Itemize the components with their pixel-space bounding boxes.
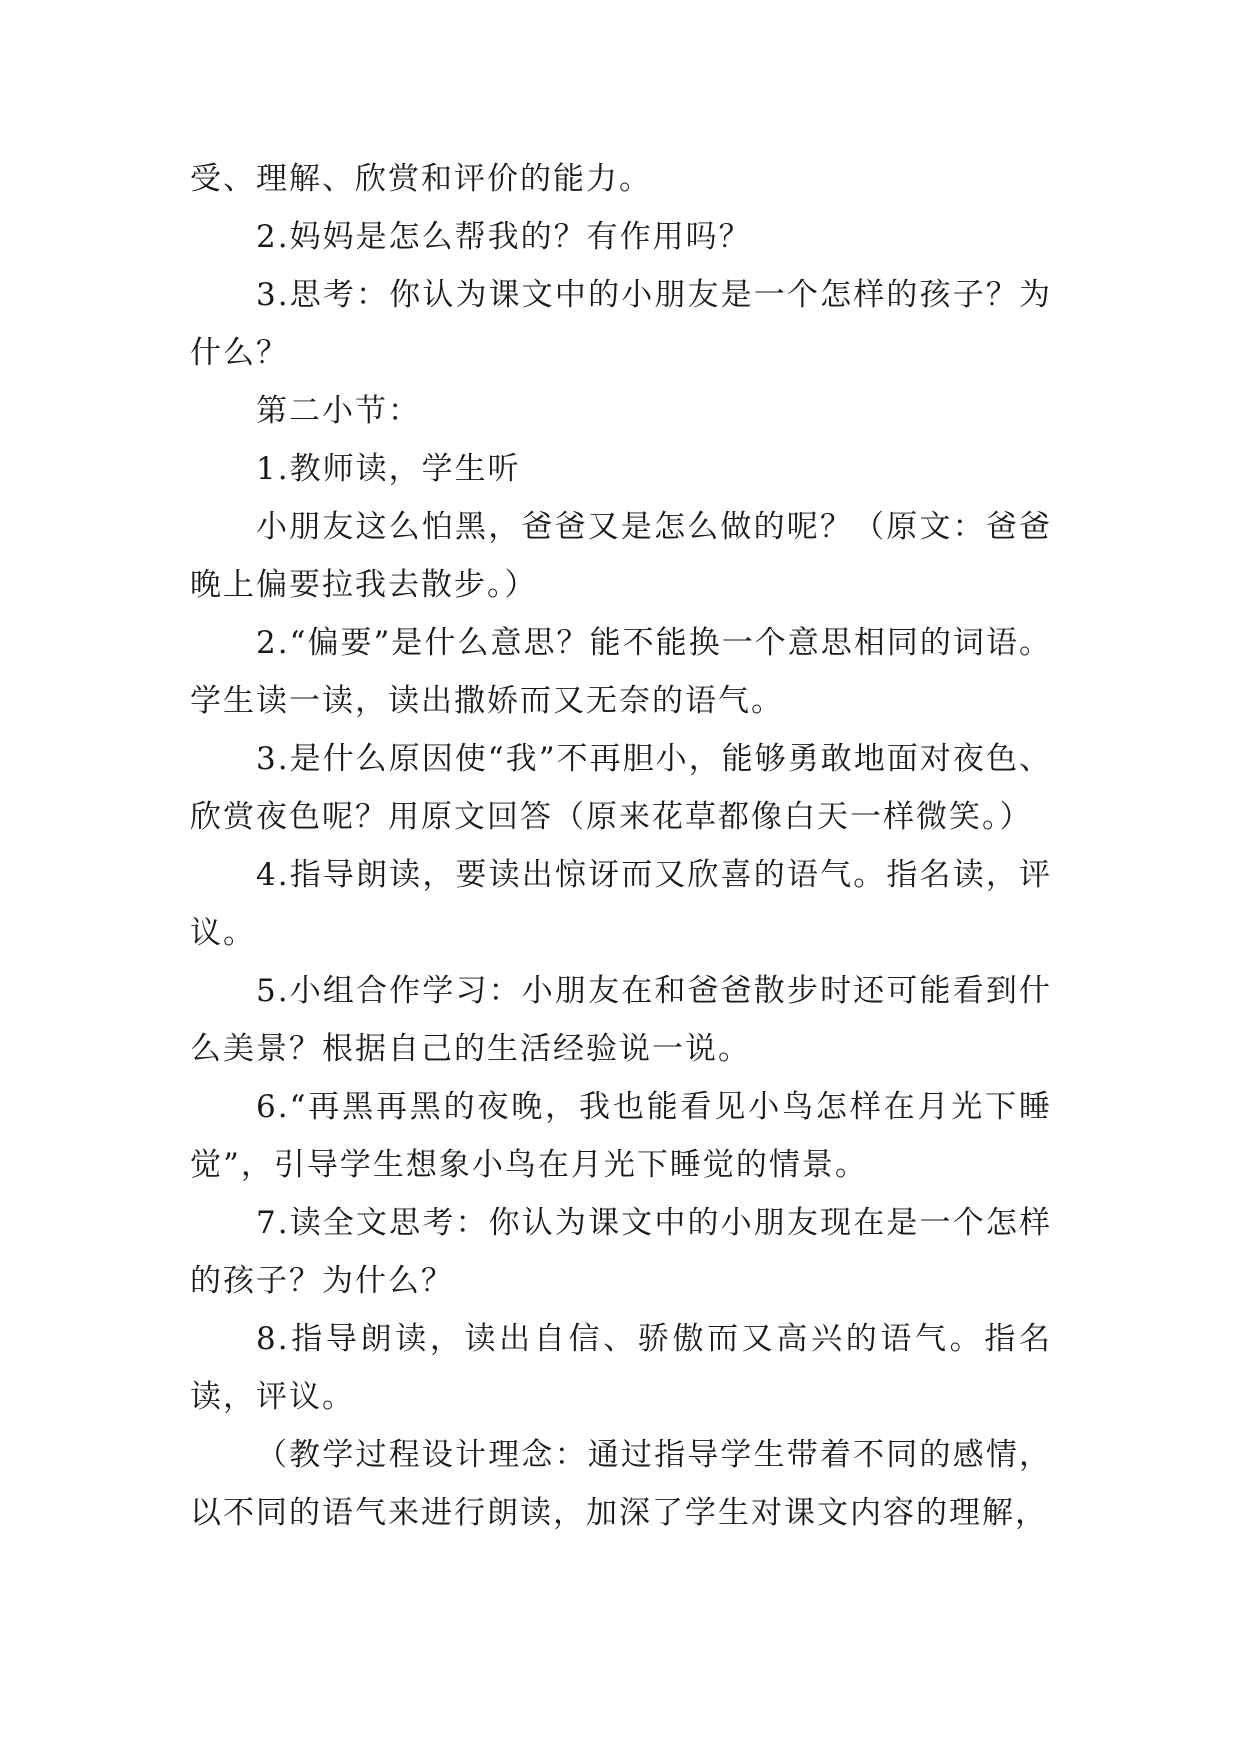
section-heading: 第二小节：	[256, 393, 421, 429]
paragraph: 1.教师读，学生听	[256, 451, 521, 487]
paragraph: 2.妈妈是怎么帮我的？有作用吗？	[256, 219, 752, 255]
paragraph: 小朋友这么怕黑，爸爸又是怎么做的呢？（原文：爸爸晚上偏要拉我去散步。）	[190, 509, 1052, 603]
paragraph: 6.“再黑再黑的夜晚，我也能看见小鸟怎样在月光下睡觉”，引导学生想象小鸟在月光下睡觉的情景。	[190, 1089, 1052, 1183]
paragraph: 4.指导朗读，要读出惊讶而又欣喜的语气。指名读，评议。	[190, 857, 1052, 951]
document-body	[190, 150, 1052, 1542]
paragraph: 8.指导朗读，读出自信、骄傲而又高兴的语气。指名读，评议。	[190, 1321, 1052, 1415]
paragraph: 受、理解、欣赏和评价的能力。	[190, 161, 652, 197]
paragraph: 3.思考：你认为课文中的小朋友是一个怎样的孩子？为什么？	[190, 277, 1052, 371]
paragraph: （教学过程设计理念：通过指导学生带着不同的感情，以不同的语气来进行朗读，加深了学生对课文内容的理解，	[190, 1437, 1052, 1531]
paragraph: 7.读全文思考：你认为课文中的小朋友现在是一个怎样的孩子？为什么？	[190, 1205, 1052, 1299]
paragraph: 2.“偏要”是什么意思？能不能换一个意思相同的词语。学生读一读，读出撒娇而又无奈的语气。	[190, 625, 1052, 719]
paragraph: 5.小组合作学习：小朋友在和爸爸散步时还可能看到什么美景？根据自己的生活经验说一说。	[190, 973, 1052, 1067]
paragraph: 3.是什么原因使“我”不再胆小，能够勇敢地面对夜色、欣赏夜色呢？用原文回答（原来花草都像白天一样微笑。）	[190, 741, 1052, 835]
